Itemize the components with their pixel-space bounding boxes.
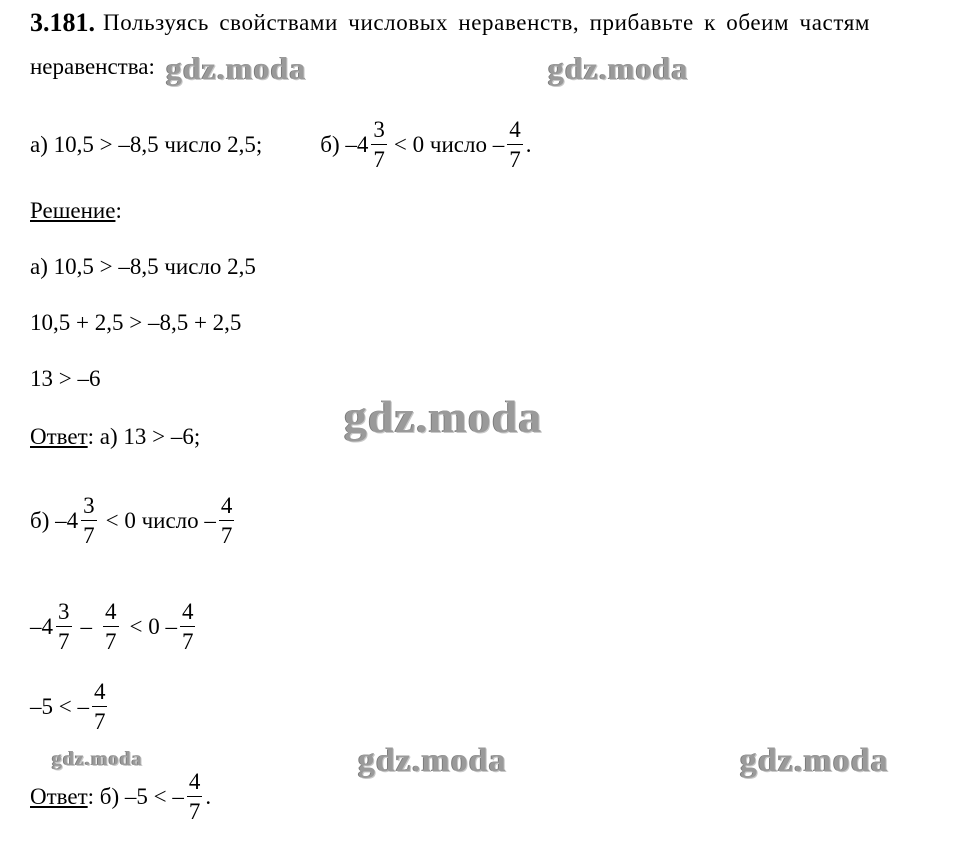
problem-number: 3.181. <box>30 8 95 37</box>
fraction: $\frac{3}{7}$ <box>373 117 385 172</box>
answer-a: Ответ : а) 13 > –6; <box>30 424 201 449</box>
fraction: $\frac{4}{7}$ <box>509 117 521 172</box>
fraction: $\frac{4}{7}$ <box>220 493 233 548</box>
fraction: $\frac{4}{7}$ <box>93 679 106 734</box>
solution-label: Решение <box>30 198 116 223</box>
solution-a-line-1: а) 10,5 > –8,5 число 2,5 <box>30 254 256 279</box>
task-text-continued: неравенства: <box>30 54 155 79</box>
solution-a-line-2: 10,5 + 2,5 > –8,5 + 2,5 <box>30 310 242 335</box>
answer-label: Ответ <box>30 424 88 449</box>
fraction: $\frac{4}{7}$ <box>181 599 194 654</box>
watermark: gdz.moda <box>740 742 889 779</box>
fraction: $\frac{4}{7}$ <box>105 599 117 654</box>
solution-b-line-1: б) –4 $\frac{3}{7}$ < 0 число – $\frac{4}{7}$ <box>30 493 233 548</box>
watermark: gdz.moda <box>548 50 689 86</box>
solution-b-line-3: –5 < – $\frac{4}{7}$ <box>30 679 106 734</box>
task-items <box>30 118 531 171</box>
task-text: Пользуясь свойствами числовых неравенств, прибавьте к обеим частям <box>103 10 871 35</box>
solution-heading: Решение : <box>30 198 122 223</box>
watermark: gdz.moda <box>344 391 543 442</box>
answer-label: Ответ <box>30 783 88 809</box>
task-item-b: б) –4 $\frac{3}{7}$ < 0 число – $\frac{4}{7}$ . <box>320 117 532 172</box>
solution-a-line-3: 13 > –6 <box>30 366 101 391</box>
fraction: $\frac{4}{7}$ <box>188 769 201 824</box>
task-item-a: а) 10,5 > –8,5 число 2,5; <box>30 131 263 157</box>
task-header-line-2 <box>30 54 155 80</box>
fraction: $\frac{3}{7}$ <box>58 599 70 654</box>
task-header-line-1 <box>30 10 870 36</box>
fraction: $\frac{3}{7}$ <box>83 493 95 548</box>
solution-b-line-2: –4 $\frac{3}{7}$ – $\frac{4}{7}$ < 0 – $\frac{4}{7}$ <box>30 599 194 654</box>
watermark: gdz.moda <box>166 50 307 86</box>
answer-b: Ответ : б) –5 < – $\frac{4}{7}$ . <box>30 769 212 824</box>
watermark: gdz.moda <box>52 748 143 770</box>
watermark: gdz.moda <box>358 742 507 779</box>
